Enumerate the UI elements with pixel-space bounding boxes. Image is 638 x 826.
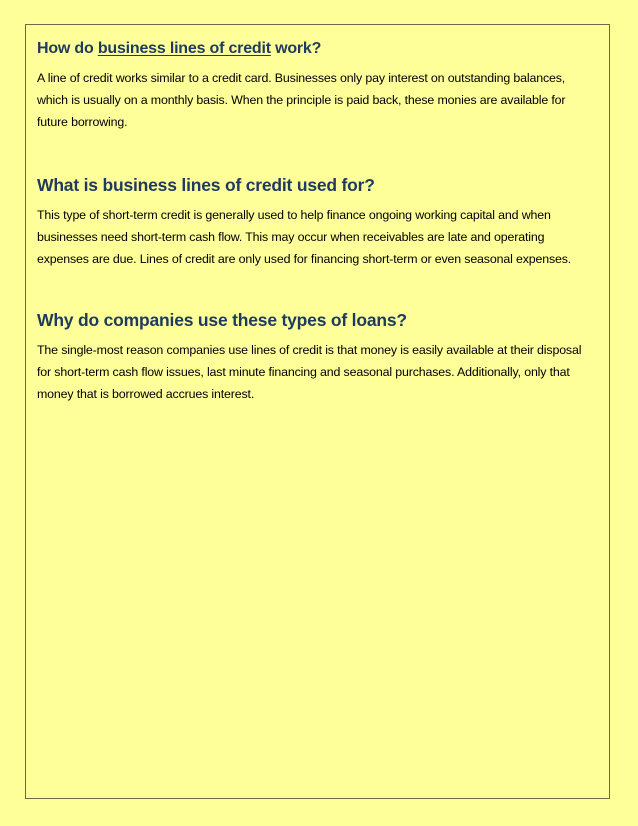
business-lines-of-credit-link[interactable]: business lines of credit [97,40,271,57]
section-why-companies [37,308,597,405]
section-body: This type of short-term credit is generally used to help finance ongoing working capital and when businesses need short-term cash flow. This may occur when receivables are late and operating expenses are due. Lines of credit are only used for financing short-term or even seasonal expenses. [37,208,572,266]
document-content [37,38,597,405]
heading-text-after: work? [270,40,322,57]
section-heading [37,38,597,60]
section-how-it-works [37,38,597,133]
heading-text-before: How do [37,40,98,57]
section-heading: Why do companies use these types of loans? [37,310,407,330]
section-body: A line of credit works similar to a credit card. Businesses only pay interest on outstanding balances, which is usually on a monthly basis. When the principle is paid back, these monies are available for future borrowing. [37,71,566,129]
section-uses [37,173,597,270]
section-heading: What is business lines of credit used for? [37,175,375,195]
section-body: The single-most reason companies use lines of credit is that money is easily available at their disposal for short-term cash flow issues, last minute financing and seasonal purchases. Additionally, only that money that is borrowed accrues interest. [37,343,582,401]
